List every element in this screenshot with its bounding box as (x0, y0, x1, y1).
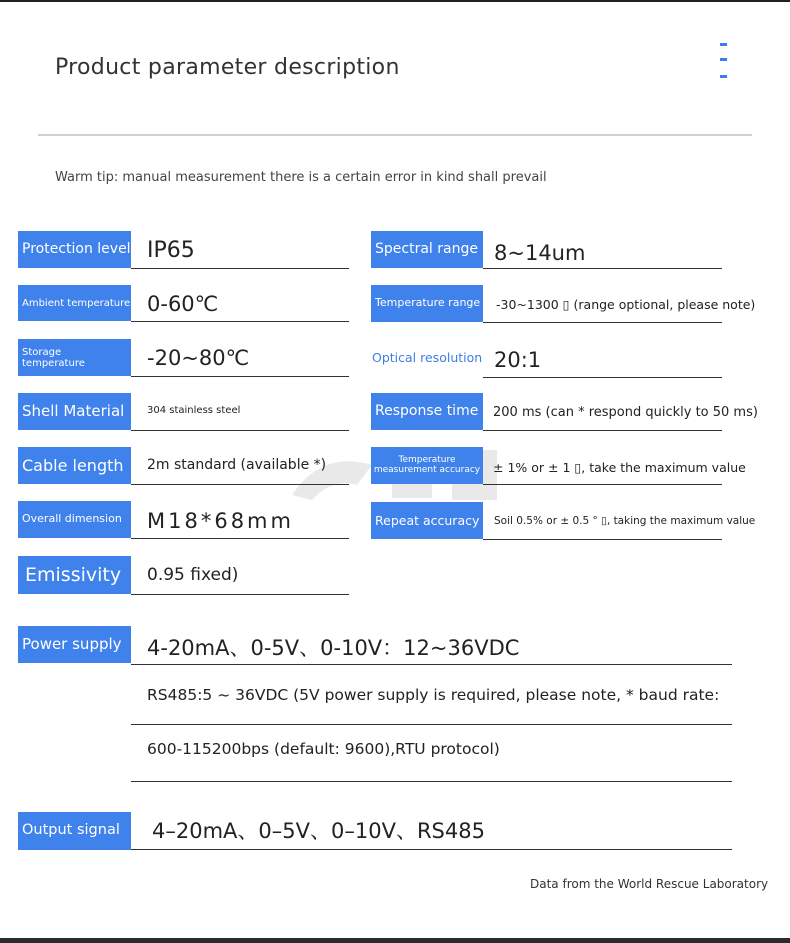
output-signal-label: Output signal (18, 812, 131, 850)
power-supply-line: 4-20mA、0-5V、0-10V：12~36VDC (147, 636, 520, 660)
power-underline (131, 724, 732, 725)
param-value-protection-level: IP65 (147, 238, 195, 263)
menu-icon (720, 43, 727, 46)
param-value-temperature-measurement-accuracy: ± 1% or ± 1 ▯, take the maximum value (493, 460, 746, 475)
param-value-optical-resolution: 20:1 (494, 348, 542, 372)
param-value-response-time: 200 ms (can * respond quickly to 50 ms) (493, 405, 758, 420)
param-underline (131, 484, 349, 485)
param-value-shell-material: 304 stainless steel (147, 405, 241, 416)
param-value-temperature-range: -30~1300 ▯ (range optional, please note) (496, 297, 756, 312)
power-supply-line: 600-115200bps (default: 9600),RTU protocol) (147, 740, 500, 758)
power-supply-label: Power supply (18, 626, 131, 663)
param-underline (483, 539, 722, 540)
param-value-emissivity: 0.95 fixed) (147, 565, 239, 585)
param-value-overall-dimension: M18*68mm (147, 509, 294, 533)
param-label-overall-dimension: Overall dimension (18, 501, 131, 538)
menu-icon (720, 75, 727, 78)
param-value-storage-temperature: -20~80℃ (147, 346, 250, 370)
param-underline (131, 430, 349, 431)
param-value-cable-length: 2m standard (available *) (147, 457, 327, 473)
param-label-protection-level: Protection level (18, 231, 131, 268)
param-underline (483, 322, 722, 323)
param-label-repeat-accuracy: Repeat accuracy (371, 502, 483, 539)
param-value-ambient-temperature: 0-60℃ (147, 292, 219, 316)
param-label-emissivity: Emissivity (18, 556, 131, 594)
param-label-ambient-temperature: Ambient temperature (18, 285, 131, 321)
param-label-text: Storage temperature (22, 346, 85, 369)
warm-tip: Warm tip: manual measurement there is a certain error in kind shall prevail (55, 170, 547, 185)
param-label-response-time: Response time (371, 393, 483, 430)
bottom-border (0, 938, 790, 943)
power-underline (131, 781, 732, 782)
power-underline (131, 664, 732, 665)
param-label-shell-material: Shell Material (18, 393, 131, 430)
param-underline (131, 268, 349, 269)
param-value-repeat-accuracy: Soil 0.5% or ± 0.5 ° ▯, taking the maximum value (494, 515, 756, 527)
param-underline (483, 430, 722, 431)
footer-note: Data from the World Rescue Laboratory (530, 877, 769, 891)
param-label-temperature-range: Temperature range (371, 285, 483, 322)
page-title: Product parameter description (55, 55, 400, 80)
param-label-optical-resolution: Optical resolution (372, 349, 483, 365)
param-underline (131, 538, 349, 539)
output-signal-value: 4–20mA、0–5V、0–10V、RS485 (152, 819, 485, 843)
param-value-spectral-range: 8~14um (494, 241, 586, 265)
param-label-cable-length: Cable length (18, 447, 131, 484)
param-underline (131, 321, 349, 322)
param-label-spectral-range: Spectral range (371, 231, 483, 268)
param-underline (131, 594, 349, 595)
param-underline (483, 377, 722, 378)
param-label-storage-temperature (18, 339, 131, 376)
menu-icon (720, 58, 727, 61)
top-border (0, 0, 790, 2)
param-underline (131, 376, 349, 377)
param-underline (483, 484, 722, 485)
power-supply-line: RS485:5 ~ 36VDC (5V power supply is required, please note, * baud rate: (147, 686, 720, 704)
param-underline (483, 268, 722, 269)
output-underline (131, 849, 732, 850)
title-divider (38, 134, 752, 136)
param-label-temperature-measurement-accuracy: Temperature measurement accuracy (371, 447, 483, 484)
